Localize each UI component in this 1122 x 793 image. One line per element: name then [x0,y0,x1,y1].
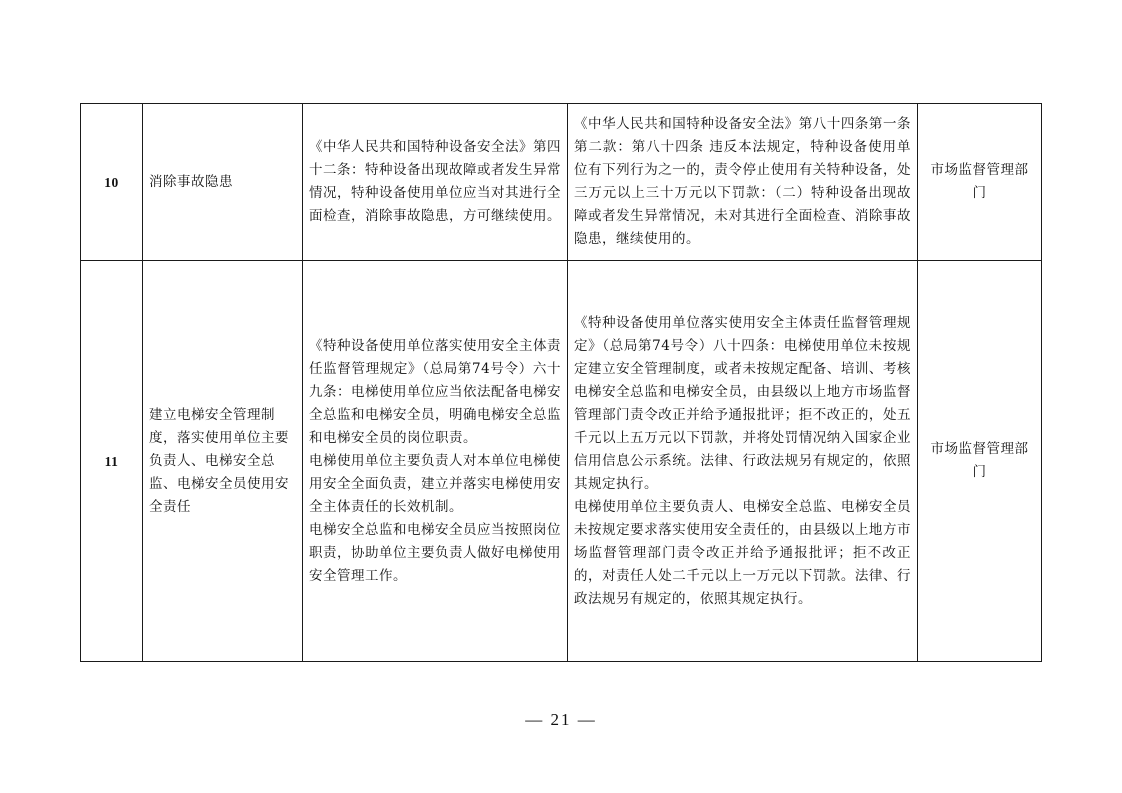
legal-basis [303,261,568,662]
legal-basis-paragraph: 《中华人民共和国特种设备安全法》第四十二条：特种设备出现故障或者发生异常情况，特种设备使用单位应当对其进行全面检查，消除事故隐患，方可继续使用。 [309,139,561,224]
inspection-item: 消除事故隐患 [143,104,303,261]
legal-basis [303,104,568,261]
row-number: 10 [81,104,143,261]
legal-basis-paragraph: 电梯安全总监和电梯安全员应当按照岗位职责，协助单位主要负责人做好电梯使用安全管理工作。 [309,521,561,584]
page-number: — 21 — [525,710,597,729]
responsible-department: 市场监督管理部门 [918,104,1042,261]
regulation-table [80,103,1042,662]
inspection-item: 建立电梯安全管理制度，落实使用单位主要负责人、电梯安全总监、电梯安全员使用安全责任 [143,261,303,662]
row-number: 11 [81,261,143,662]
penalty-basis [568,104,918,261]
table-row [81,261,1042,662]
legal-basis-paragraph: 电梯使用单位主要负责人对本单位电梯使用安全全面负责，建立并落实电梯使用安全主体责任的长效机制。 [309,452,561,515]
penalty-paragraph: 《特种设备使用单位落实使用安全主体责任监督管理规定》（总局第74号令）八十四条：电梯使用单位未按规定建立安全管理制度，或者未按规定配备、培训、考核电梯安全总监和电梯安全员，由县级以上地方市场监督管理部门责令改正并给予通报批评；拒不改正的，处五千元以上五万元以下罚款，并将处罚情况纳入国家企业信用信息公示系统。法律、行政法规另有规定的，依照其规定执行。 [574,314,911,492]
penalty-paragraph: 电梯使用单位主要负责人、电梯安全总监、电梯安全员未按规定要求落实使用安全责任的，由县级以上地方市场监督管理部门责令改正并给予通报批评；拒不改正的，对责任人处二千元以上一万元以下罚款。法律、行政法规另有规定的，依照其规定执行。 [574,498,911,607]
legal-basis-paragraph: 《特种设备使用单位落实使用安全主体责任监督管理规定》（总局第74号令）六十九条：电梯使用单位应当依法配备电梯安全总监和电梯安全员，明确电梯安全总监和电梯安全员的岗位职责。 [309,337,561,446]
table-row [81,104,1042,261]
penalty-basis [568,261,918,662]
responsible-department: 市场监督管理部门 [918,261,1042,662]
penalty-paragraph: 《中华人民共和国特种设备安全法》第八十四条第一条第二款：第八十四条 违反本法规定，特种设备使用单位有下列行为之一的，责令停止使用有关特种设备，处三万元以上三十万元以下罚款：（二）特种设备出现故障或者发生异常情况，未对其进行全面检查、消除事故隐患，继续使用的。 [574,116,911,247]
